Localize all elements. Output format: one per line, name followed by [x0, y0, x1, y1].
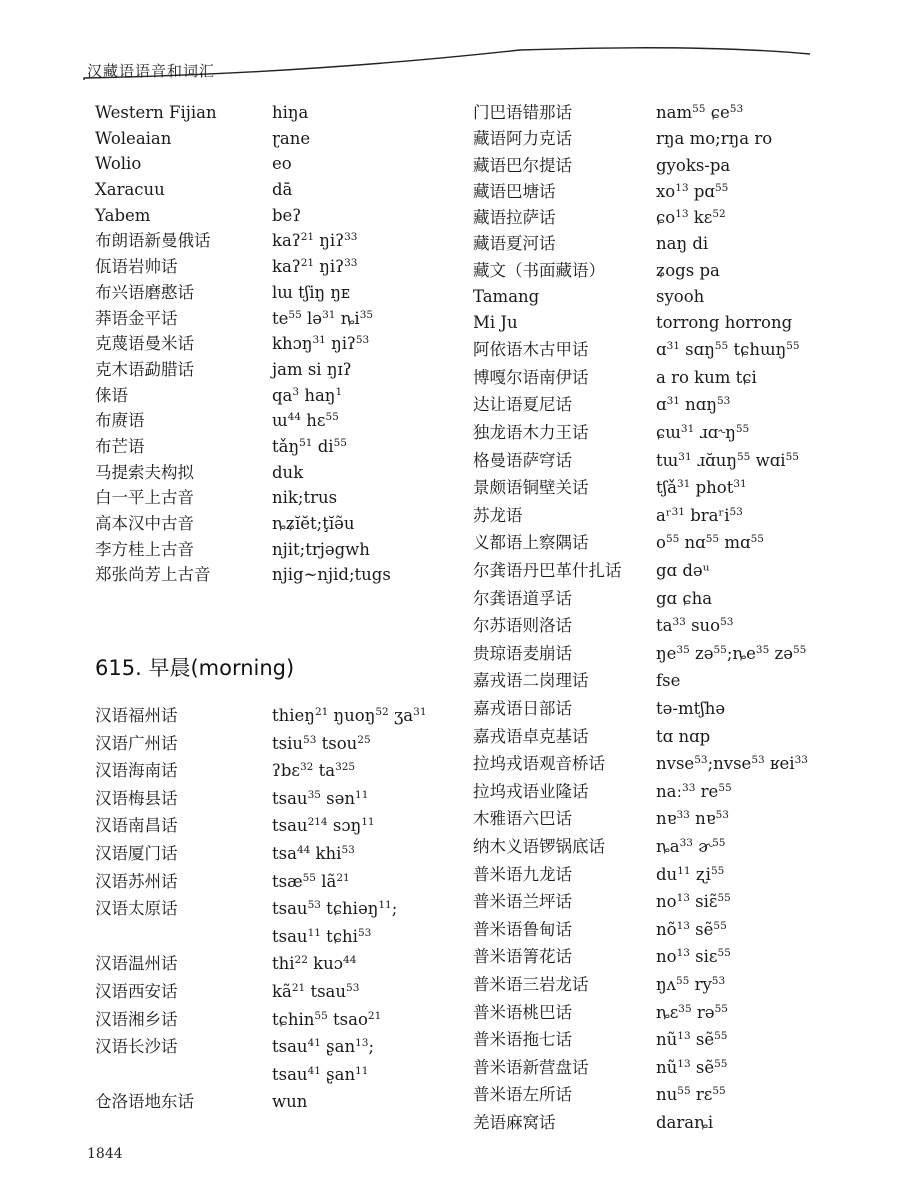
- entry-row: [95, 1033, 430, 1061]
- word-form: ȵʑĭĕt;ţĭə̃u: [272, 514, 355, 533]
- language-name: Woleaian: [95, 128, 172, 148]
- word-form: tɑ nɑp: [656, 726, 711, 746]
- word-form: ȵɛ$^{35}$ rə$^{55}$: [656, 1002, 728, 1022]
- word-form: kaʔ$^{21}$ ŋiʔ$^{33}$: [272, 257, 358, 277]
- word-form: tsa$^{44}$ khi$^{53}$: [272, 844, 355, 864]
- entry-row: [473, 1109, 883, 1137]
- word-form: ʔbɛ$^{32}$ $ta^{325}$: [272, 761, 356, 781]
- right-entries: [473, 100, 883, 1136]
- language-name: 汉语西安话: [95, 982, 178, 1001]
- entry-row: [95, 757, 430, 785]
- running-header-title: 汉藏语语音和词汇: [87, 62, 216, 80]
- word-form: tǎŋ$^{51}$ $di^{55}$: [272, 436, 347, 456]
- language-name: 藏语夏河话: [473, 234, 556, 254]
- language-name: 汉语长沙话: [95, 1037, 178, 1057]
- entry-row: [95, 537, 430, 563]
- language-name: Yabem: [95, 205, 151, 225]
- entry-row: [95, 357, 430, 383]
- language-name: 尔龚语道孚话: [473, 588, 572, 608]
- language-name: 克蔑语曼米话: [95, 334, 194, 354]
- entry-row: [473, 750, 883, 778]
- entry-row: [95, 812, 430, 840]
- word-form: ɯ$^{44}$ hɛ$^{55}$: [272, 411, 339, 431]
- word-form: rŋa mo;rŋa ro: [656, 129, 773, 149]
- word-form: $nu^{55}$ rɛ$^{55}$: [656, 1085, 726, 1105]
- language-name: Mi Ju: [473, 313, 518, 332]
- word-form: $ŋe^{35}$ $zə^{55};ȵe^{35}$ zə$^{55}$: [656, 643, 807, 663]
- word-form: fse: [656, 671, 681, 691]
- language-name: 普米语左所话: [473, 1085, 572, 1105]
- language-name: 拉坞戎语观音桥话: [473, 754, 605, 774]
- word-form: gɑ dəᵘ: [656, 561, 710, 580]
- entry-row: [473, 336, 883, 364]
- entry-row: [95, 868, 430, 896]
- word-form: $ȵa^{33}$ ɚ$^{55}$: [656, 836, 726, 856]
- word-form: eo: [272, 154, 292, 174]
- language-name: 藏语阿力克话: [473, 129, 572, 149]
- language-name: 郑张尚芳上古音: [95, 565, 211, 585]
- entry-row: [95, 280, 430, 306]
- entry-row: [95, 306, 430, 332]
- entry-row: [473, 667, 883, 695]
- entry-row: [473, 364, 883, 392]
- word-form: $qa^3$ haŋ$^1$: [272, 385, 343, 405]
- word-form: duk: [272, 462, 304, 482]
- language-name: 李方桂上古音: [95, 539, 194, 559]
- entry-row: [473, 695, 883, 723]
- language-name: 高本汉中古音: [95, 514, 194, 533]
- entry-row: [473, 231, 883, 257]
- word-form: naŋ di: [656, 234, 709, 254]
- language-name: 汉语海南话: [95, 761, 178, 781]
- word-form: ɑ$^{31}$ nɑŋ$^{53}$: [656, 395, 731, 415]
- language-name: 嘉戎语卓克基话: [473, 726, 589, 746]
- word-form: tsau$^{53}$ tɕhiəŋ$^{11}$;: [272, 899, 398, 919]
- word-form: nik;trus: [272, 488, 338, 508]
- language-name: 莽语金平话: [95, 308, 178, 328]
- word-form: tɯ$^{31}$ $ɹɑ̆uŋ^{55}$ wɑi$^{55}$: [656, 450, 799, 470]
- entry-row: [95, 460, 430, 486]
- word-form: ʑogs pa: [656, 260, 720, 280]
- word-form: $te^{55}$ lə$^{31}$ $ȵi^{35}$: [272, 308, 374, 328]
- entry-row: [95, 408, 430, 434]
- entry-row: [95, 950, 430, 978]
- language-name: 普米语拖七话: [473, 1030, 572, 1050]
- language-name: 汉语太原话: [95, 899, 178, 919]
- entry-row: [473, 999, 883, 1027]
- language-name: 藏文（书面藏语）: [473, 260, 605, 280]
- entry-row: [473, 529, 883, 557]
- word-form: hiŋa: [272, 103, 309, 122]
- language-name: 尔龚语丹巴革什扎话: [473, 561, 622, 580]
- word-form: $o^{55}$ nɑ$^{55}$ mɑ$^{55}$: [656, 533, 764, 553]
- word-form: nam$^{55}$ ɕe$^{53}$: [656, 103, 744, 122]
- word-form: tsau$^{41}$ ʂan$^{11}$: [272, 1064, 369, 1084]
- language-name: 汉语温州话: [95, 954, 178, 974]
- language-name: 藏语巴尔提话: [473, 155, 572, 175]
- entry-row: [95, 126, 430, 152]
- entry-row: [95, 254, 430, 280]
- entry-row: [95, 785, 430, 813]
- language-name: 佤语岩帅话: [95, 257, 178, 277]
- entry-row: [473, 557, 883, 585]
- word-form: wun: [272, 1092, 308, 1112]
- language-name: 拉坞戎语业隆话: [473, 781, 589, 801]
- language-name: 门巴语错那话: [473, 103, 572, 122]
- language-name: 汉语湘乡话: [95, 1009, 178, 1029]
- entry-row: [473, 126, 883, 152]
- entry-row: [473, 1081, 883, 1109]
- entry-row: [473, 258, 883, 284]
- word-form: jam si ŋɪʔ: [272, 359, 352, 379]
- word-form: $no^{13}$ siɛ$^{55}$: [656, 947, 731, 967]
- entry-row: [95, 228, 430, 254]
- entry-row: [473, 833, 883, 861]
- entry-row: [473, 612, 883, 640]
- language-name: 藏语巴塘话: [473, 181, 556, 201]
- entry-row: [473, 778, 883, 806]
- entry-row: [95, 177, 430, 203]
- left-column: [95, 100, 430, 1116]
- entry-row: [473, 447, 883, 475]
- word-form: nɐ$^{33}$ nɐ$^{53}$: [656, 809, 729, 829]
- language-name: 布兴语磨憨话: [95, 282, 194, 302]
- entry-row: [473, 640, 883, 668]
- entry-row: [473, 943, 883, 971]
- entry-row: [95, 702, 430, 730]
- language-name: 汉语苏州话: [95, 871, 178, 891]
- word-form: ɕo$^{13}$ kɛ$^{52}$: [656, 208, 726, 227]
- language-name: 布赓语: [95, 411, 145, 431]
- word-form: $xo^{13}$ pɑ$^{55}$: [656, 181, 729, 201]
- entry-row: [95, 100, 430, 126]
- word-form: nvse$^{53}$;nvse$^{53}$ ʁei$^{33}$: [656, 754, 808, 774]
- word-form: aʳ$^{31}$ braʳi$^{53}$: [656, 505, 743, 525]
- word-form: $ta^{33}$ suo$^{53}$: [656, 616, 734, 636]
- word-form: $kã^{21}$ tsau$^{53}$: [272, 982, 360, 1001]
- entry-row: [473, 100, 883, 126]
- word-form: khɔŋ$^{31}$ ŋiʔ$^{53}$: [272, 334, 370, 354]
- entry-row: [473, 916, 883, 944]
- section-spacer: [95, 588, 430, 644]
- word-form: thieŋ$^{21}$ ŋuoŋ$^{52}$ ʒa$^{31}$: [272, 706, 427, 726]
- language-name: 马提索夫构拟: [95, 462, 194, 482]
- word-form: tsau$^{41}$ ʂan$^{13}$;: [272, 1037, 375, 1057]
- language-name: 仓洛语地东话: [95, 1092, 194, 1112]
- language-name: 汉语厦门话: [95, 844, 178, 864]
- word-form: ɕɯ$^{31}$ $ɹɑ˞ŋ^{55}$: [656, 423, 750, 443]
- language-name: 普米语兰坪话: [473, 892, 572, 912]
- language-name: Wolio: [95, 154, 142, 174]
- entry-row: [473, 179, 883, 205]
- entry-row: [95, 1088, 430, 1116]
- entry-row: [473, 723, 883, 751]
- entry-row: [473, 805, 883, 833]
- section-heading: [95, 644, 430, 692]
- word-form: tʃǎ$^{31}$ phot$^{31}$: [656, 478, 747, 498]
- language-name: 俫语: [95, 385, 128, 405]
- word-form: tsau$^{214}$ sɔŋ$^{11}$: [272, 816, 375, 836]
- language-name: 贵琼语麦崩话: [473, 643, 572, 663]
- word-form: $nũ^{13}$ sẽ$^{55}$: [656, 1057, 728, 1077]
- language-name: 嘉戎语二岗理话: [473, 671, 589, 691]
- language-name: 汉语南昌话: [95, 816, 178, 836]
- entry-row: [473, 391, 883, 419]
- word-form: $nũ^{13}$ sẽ$^{55}$: [656, 1030, 728, 1050]
- entry-row: [473, 474, 883, 502]
- word-form: daraȵi: [656, 1112, 714, 1132]
- word-form: $du^{11}$ ʐi$^{55}$: [656, 864, 725, 884]
- language-name: 纳木义语锣锅底话: [473, 836, 605, 856]
- word-form: ɽane: [272, 128, 311, 148]
- word-form: $nõ^{13}$ sẽ$^{55}$: [656, 919, 727, 939]
- entry-row: [95, 203, 430, 229]
- word-form: kaʔ$^{21}$ ŋiʔ$^{33}$: [272, 231, 358, 251]
- word-form: naː$^{33}$ $re^{55}$: [656, 781, 732, 801]
- language-name: Tamang: [473, 286, 540, 306]
- word-form: tɕhin$^{55}$ tsao$^{21}$: [272, 1009, 382, 1029]
- word-form: dā: [272, 180, 293, 200]
- word-form: beʔ: [272, 205, 302, 225]
- entry-row: [95, 895, 430, 923]
- language-name: 苏龙语: [473, 505, 523, 525]
- word-form: tə-mtʃhə: [656, 698, 726, 718]
- entry-row: [473, 310, 883, 336]
- language-name: 木雅语六巴话: [473, 809, 572, 829]
- language-name: 布朗语新曼俄话: [95, 231, 211, 251]
- entry-row: [473, 888, 883, 916]
- entry-row: [95, 562, 430, 588]
- language-name: 达让语夏尼话: [473, 395, 572, 415]
- language-name: 克木语勐腊话: [95, 359, 194, 379]
- language-name: 羌语麻窝话: [473, 1112, 556, 1132]
- left-entries-section: [95, 702, 430, 1116]
- language-name: 独龙语木力王话: [473, 423, 589, 443]
- language-name: Western Fijian: [95, 103, 217, 122]
- language-name: 普米语鲁甸话: [473, 919, 572, 939]
- section-number: 615.: [95, 656, 142, 681]
- entry-row: [473, 153, 883, 179]
- word-form: $no^{13}$ siɛ̃$^{55}$: [656, 892, 731, 912]
- language-name: 汉语福州话: [95, 706, 178, 726]
- entry-row: [95, 434, 430, 460]
- language-name: 普米语箐花话: [473, 947, 572, 967]
- entry-row: [473, 971, 883, 999]
- word-form: tsiu$^{53}$ tsou$^{25}$: [272, 733, 371, 753]
- entry-row: [473, 861, 883, 889]
- language-name: Xaracuu: [95, 180, 165, 200]
- entry-row: [95, 383, 430, 409]
- word-form: ɑ$^{31}$ sɑŋ$^{55}$ tɕhɯŋ$^{55}$: [656, 340, 800, 360]
- entry-row: [95, 840, 430, 868]
- word-form: torrong horrong: [656, 313, 793, 332]
- word-form: thi$^{22}$ kuɔ$^{44}$: [272, 954, 357, 974]
- entry-row: [95, 151, 430, 177]
- language-name: 景颇语铜壁关话: [473, 478, 589, 498]
- word-form: njit;trjəgwh: [272, 539, 370, 559]
- language-name: 普米语新营盘话: [473, 1057, 589, 1077]
- word-form: tsau$^{11}$ tɕhi$^{53}$: [272, 926, 372, 946]
- entry-row: [95, 978, 430, 1006]
- entry-row: [95, 923, 430, 951]
- language-name: 汉语梅县话: [95, 788, 178, 808]
- entry-row: [473, 284, 883, 310]
- word-form: tsau$^{35}$ sən$^{11}$: [272, 788, 369, 808]
- language-name: 格曼语萨穹话: [473, 450, 572, 470]
- entry-row: [473, 1026, 883, 1054]
- language-name: 普米语三岩龙话: [473, 974, 589, 994]
- entry-row: [95, 511, 430, 537]
- entry-row: [473, 419, 883, 447]
- language-name: 普米语桃巴话: [473, 1002, 572, 1022]
- language-name: 白一平上古音: [95, 488, 194, 508]
- word-form: njig~njid;tugs: [272, 565, 391, 585]
- entry-row: [473, 585, 883, 613]
- word-form: lɯ tʃiŋ ŋᴇ: [272, 282, 351, 302]
- language-name: 汉语广州话: [95, 733, 178, 753]
- word-form: tsæ$^{55}$ $lã^{21}$: [272, 871, 350, 891]
- entry-row: [473, 205, 883, 231]
- entry-row: [473, 1054, 883, 1082]
- entry-row: [473, 502, 883, 530]
- word-form: a ro kum tɕi: [656, 367, 757, 387]
- header-rule: [0, 40, 900, 80]
- section-title: 早晨(morning): [148, 656, 295, 681]
- right-column: [473, 100, 883, 1136]
- word-form: syooh: [656, 286, 705, 306]
- entry-row: [95, 485, 430, 511]
- word-form: ŋʌ$^{55}$ $ry^{53}$: [656, 974, 726, 994]
- language-name: 义都语上察隅话: [473, 533, 589, 553]
- language-name: 普米语九龙话: [473, 864, 572, 884]
- language-name: 布芒语: [95, 436, 145, 456]
- language-name: 阿依语木古甲话: [473, 340, 589, 360]
- language-name: 尔苏语则洛话: [473, 616, 572, 636]
- entry-row: [95, 1006, 430, 1034]
- language-name: 嘉戎语日部话: [473, 698, 572, 718]
- page-number: 1844: [87, 1146, 123, 1162]
- left-entries-top: [95, 100, 430, 588]
- word-form: gyoks-pa: [656, 155, 731, 175]
- entry-row: [95, 1061, 430, 1089]
- entry-row: [95, 730, 430, 758]
- language-name: 藏语拉萨话: [473, 208, 556, 227]
- entry-row: [95, 331, 430, 357]
- language-name: 博嘎尔语南伊话: [473, 367, 589, 387]
- word-form: gɑ ɕha: [656, 588, 713, 608]
